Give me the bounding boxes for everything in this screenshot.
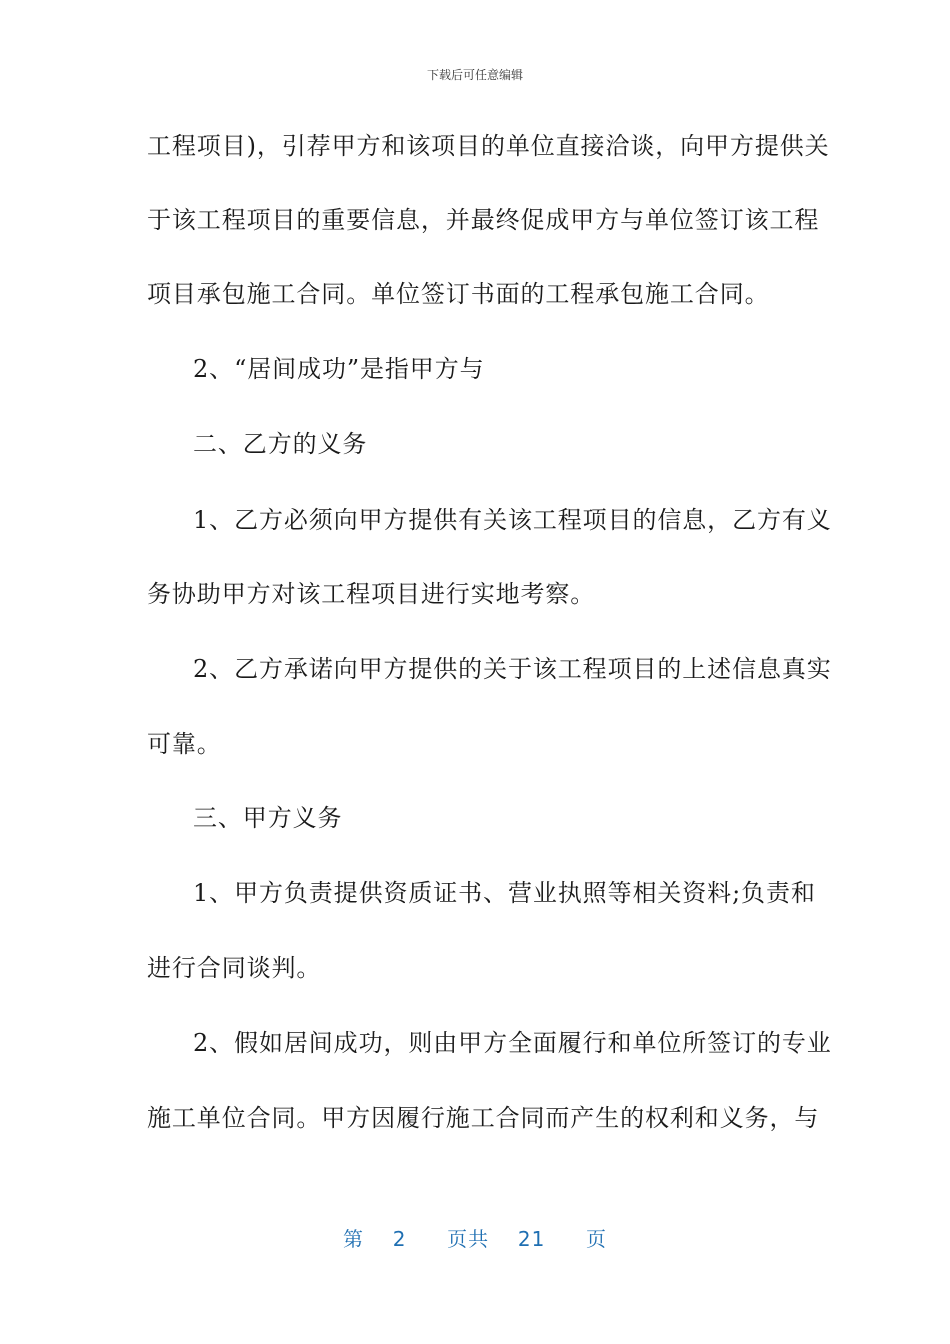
body-line-11: 1、甲方负责提供资质证书、营业执照等相关资料;负责和 bbox=[193, 879, 816, 907]
footer-suffix: 页 bbox=[586, 1227, 608, 1251]
footer-current-page: 2 bbox=[392, 1227, 407, 1251]
footer-prefix: 第 bbox=[342, 1227, 364, 1251]
body-line-7: 务协助甲方对该工程项目进行实地考察。 bbox=[147, 580, 596, 608]
body-line-4: 2、“居间成功”是指甲方与 bbox=[193, 355, 485, 383]
body-line-3: 项目承包施工合同。单位签订书面的工程承包施工合同。 bbox=[147, 280, 770, 308]
body-line-8: 2、乙方承诺向甲方提供的关于该工程项目的上述信息真实 bbox=[193, 655, 832, 683]
body-line-12: 进行合同谈判。 bbox=[147, 954, 322, 982]
body-line-2: 于该工程项目的重要信息，并最终促成甲方与单位签订该工程 bbox=[147, 206, 820, 234]
body-line-6: 1、乙方必须向甲方提供有关该工程项目的信息，乙方有义 bbox=[193, 506, 832, 534]
section-heading-2: 二、乙方的义务 bbox=[193, 430, 368, 458]
page-header: 下载后可任意编辑 bbox=[426, 68, 523, 82]
section-heading-3: 三、甲方义务 bbox=[193, 804, 343, 832]
footer-middle: 页共 bbox=[447, 1227, 490, 1251]
footer-total-pages: 21 bbox=[517, 1227, 546, 1251]
body-line-1: 工程项目)，引荐甲方和该项目的单位直接洽谈，向甲方提供关 bbox=[147, 132, 830, 160]
page-footer bbox=[0, 1226, 950, 1252]
body-line-14: 施工单位合同。甲方因履行施工合同而产生的权利和义务，与 bbox=[147, 1104, 820, 1132]
body-line-9: 可靠。 bbox=[147, 730, 222, 758]
body-line-13: 2、假如居间成功，则由甲方全面履行和单位所签订的专业 bbox=[193, 1029, 832, 1057]
